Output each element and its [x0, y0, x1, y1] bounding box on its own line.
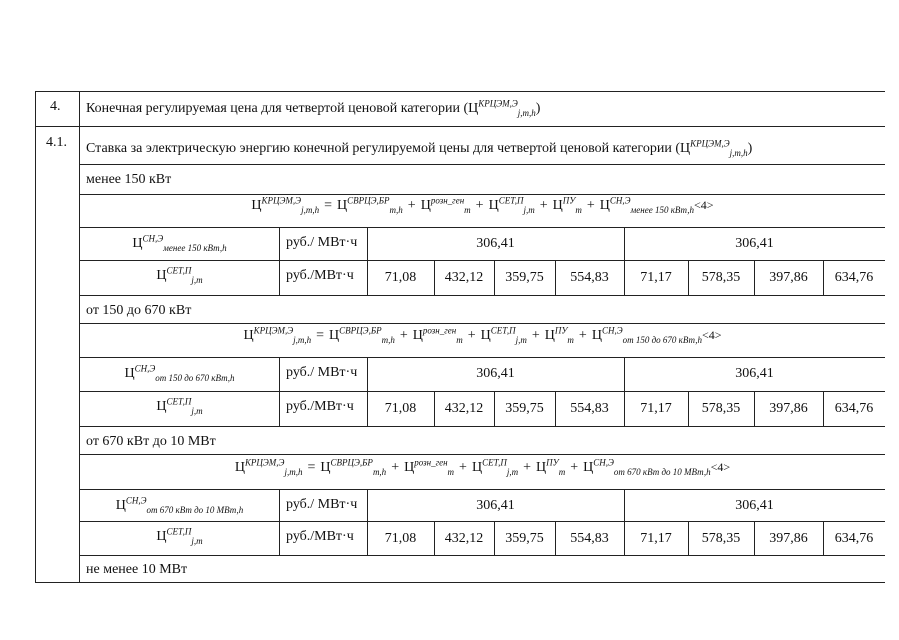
- row-number: 4.: [50, 99, 61, 114]
- plus-sign: +: [407, 198, 416, 213]
- section-heading: от 670 кВт до 10 МВт: [86, 434, 216, 449]
- rule: [79, 227, 885, 228]
- value-cell: 71,17: [640, 401, 672, 416]
- value-cell: 554,83: [570, 531, 609, 546]
- formula-term: $Ц^{СЕТ,П}_{j,m}$: [488, 195, 535, 215]
- formula-term: $Ц^{розн\_ген}_m$: [404, 457, 455, 477]
- formula-term: $Ц^{СН,Э}_{от 150 до 670 кВт,h}$: [124, 363, 235, 383]
- value-cell: 71,08: [384, 531, 417, 546]
- row-title: Конечная регулируемая цена для четвертой ценовой категории $(Ц^{КРЦЭМ,Э}_{j,m,h})$: [86, 98, 541, 118]
- value-cell: 578,35: [701, 270, 741, 285]
- formula-term: $Ц^{СЕТ,П}_{j,m}$: [156, 396, 203, 416]
- rule: [279, 357, 280, 426]
- equals-sign: =: [307, 460, 316, 475]
- formula-tag: <4>: [710, 460, 731, 474]
- value-cell: 71,08: [384, 270, 417, 285]
- formula-term: $Ц^{СЕТ,П}_{j,m}$: [471, 457, 519, 477]
- value-cell: 578,35: [701, 531, 741, 546]
- plus-sign: +: [475, 198, 484, 213]
- unit-label: руб./МВт·ч: [286, 529, 354, 544]
- value-cell: 634,76: [834, 270, 874, 285]
- equals-sign: =: [324, 198, 332, 213]
- value-cell: 432,12: [444, 401, 484, 416]
- rule-bottom: [35, 582, 885, 583]
- value-cell: 359,75: [505, 401, 544, 416]
- rule: [79, 521, 885, 522]
- value-cell: 432,12: [444, 270, 484, 285]
- rule-top: [35, 91, 885, 92]
- formula-tag: <4>: [694, 198, 714, 212]
- formula-term: $Ц^{СВРЦЭ,БР}_{m,h}$: [320, 457, 387, 477]
- formula-term: $Ц^{ПУ}_m$: [552, 195, 582, 215]
- formula-term: $Ц^{розн\_ген}_m$: [420, 195, 471, 215]
- unit-label: руб./ МВт·ч: [286, 497, 358, 512]
- row-symbol: [80, 233, 279, 253]
- formula-term: $Ц^{ПУ}_m$: [544, 325, 574, 345]
- value-cell: 432,12: [444, 531, 484, 546]
- value-cell: 397,86: [769, 401, 808, 416]
- formula-term: $Ц^{розн\_ген}_m$: [412, 325, 463, 345]
- value-cell: 634,76: [834, 531, 874, 546]
- value-cell: 397,86: [769, 531, 808, 546]
- border-left: [35, 91, 36, 583]
- value-cell: 634,76: [834, 401, 874, 416]
- formula-term: $Ц^{ПУ}_m$: [536, 457, 566, 477]
- value-cell: 306,41: [735, 366, 774, 381]
- equals-sign: =: [316, 328, 325, 343]
- rule: [79, 555, 885, 556]
- row-symbol: [80, 495, 279, 515]
- rule: [79, 489, 885, 490]
- plus-sign: +: [570, 460, 579, 475]
- row-number: 4.1.: [46, 135, 67, 150]
- value-cell: 306,41: [476, 366, 515, 381]
- row-symbol: [80, 396, 279, 416]
- section-heading: не менее 10 МВт: [86, 562, 188, 577]
- value-cell: 578,35: [701, 401, 741, 416]
- formula-term: $Ц^{СЕТ,П}_{j,m}$: [156, 265, 203, 285]
- row-symbol: [80, 363, 279, 383]
- formula: [80, 195, 885, 215]
- value-cell: 71,08: [384, 401, 417, 416]
- formula-term: $Ц^{СЕТ,П}_{j,m}$: [480, 325, 527, 345]
- row-symbol: [80, 265, 279, 285]
- value-cell: 306,41: [735, 498, 774, 513]
- plus-sign: +: [539, 198, 548, 213]
- value-cell: 306,41: [735, 236, 774, 251]
- plus-sign: +: [399, 328, 408, 343]
- value-cell: 71,17: [640, 270, 672, 285]
- value-cell: 306,41: [476, 498, 515, 513]
- value-cell: 359,75: [505, 270, 544, 285]
- formula-term: $Ц^{КРЦЭМ,Э}_{j,m,h}$: [243, 325, 312, 345]
- rule: [79, 357, 885, 358]
- row-title: Ставка за электрическую энергию конечной регулируемой цены для четвертой ценовой категории $(Ц^{КРЦЭМ,Э}_{j,m,h})$: [86, 138, 753, 158]
- formula-term: $Ц^{СВРЦЭ,БР}_{m,h}$: [336, 195, 403, 215]
- value-cell: 359,75: [505, 531, 544, 546]
- formula-term: $Ц^{КРЦЭМ,Э}_{j,m,h}$: [234, 457, 303, 477]
- plus-sign: +: [523, 460, 532, 475]
- rule: [79, 391, 885, 392]
- value-cell: 306,41: [476, 236, 515, 251]
- rule: [279, 489, 280, 555]
- section-heading: от 150 до 670 кВт: [86, 303, 192, 318]
- unit-label: руб./МВт·ч: [286, 399, 354, 414]
- value-cell: 397,86: [769, 270, 808, 285]
- formula: [80, 457, 885, 477]
- formula-term: $Ц^{СН,Э}_{от 150 до 670 кВт,h}$: [591, 325, 702, 345]
- rule: [79, 323, 885, 324]
- plus-sign: +: [578, 328, 587, 343]
- unit-label: руб./ МВт·ч: [286, 235, 358, 250]
- plus-sign: +: [391, 460, 400, 475]
- unit-label: руб./ МВт·ч: [286, 365, 358, 380]
- rule-row4: [35, 126, 885, 127]
- formula-tag: <4>: [701, 328, 722, 342]
- rule-row41: [79, 164, 885, 165]
- unit-label: руб./МВт·ч: [286, 268, 354, 283]
- plus-sign: +: [467, 328, 476, 343]
- formula: [80, 325, 885, 345]
- rule: [79, 260, 885, 261]
- rule: [79, 426, 885, 427]
- formula-term: $Ц^{СЕТ,П}_{j,m}$: [156, 526, 203, 546]
- plus-sign: +: [459, 460, 467, 475]
- plus-sign: +: [586, 198, 595, 213]
- value-cell: 71,17: [640, 531, 672, 546]
- row-symbol: [80, 526, 279, 546]
- rule: [279, 227, 280, 295]
- formula-term: $Ц^{КРЦЭМ,Э}_{j,m,h}$: [251, 195, 320, 215]
- rule: [79, 295, 885, 296]
- formula-term: $Ц^{СН,Э}_{менее 150 кВт,h}$: [132, 233, 227, 253]
- section-heading: менее 150 кВт: [86, 172, 172, 187]
- formula-term: $Ц^{СН,Э}_{менее 150 кВт,h}$: [599, 195, 695, 215]
- value-cell: 554,83: [570, 401, 609, 416]
- rule: [79, 194, 885, 195]
- rule: [79, 454, 885, 455]
- plus-sign: +: [531, 328, 540, 343]
- value-cell: 554,83: [570, 270, 609, 285]
- formula-term: $Ц^{СН,Э}_{от 670 кВт до 10 МВт,h}$: [115, 495, 244, 515]
- formula-term: $Ц^{СВРЦЭ,БР}_{m,h}$: [329, 325, 395, 345]
- formula-term: $Ц^{СН,Э}_{от 670 кВт до 10 МВт,h}$: [583, 457, 711, 477]
